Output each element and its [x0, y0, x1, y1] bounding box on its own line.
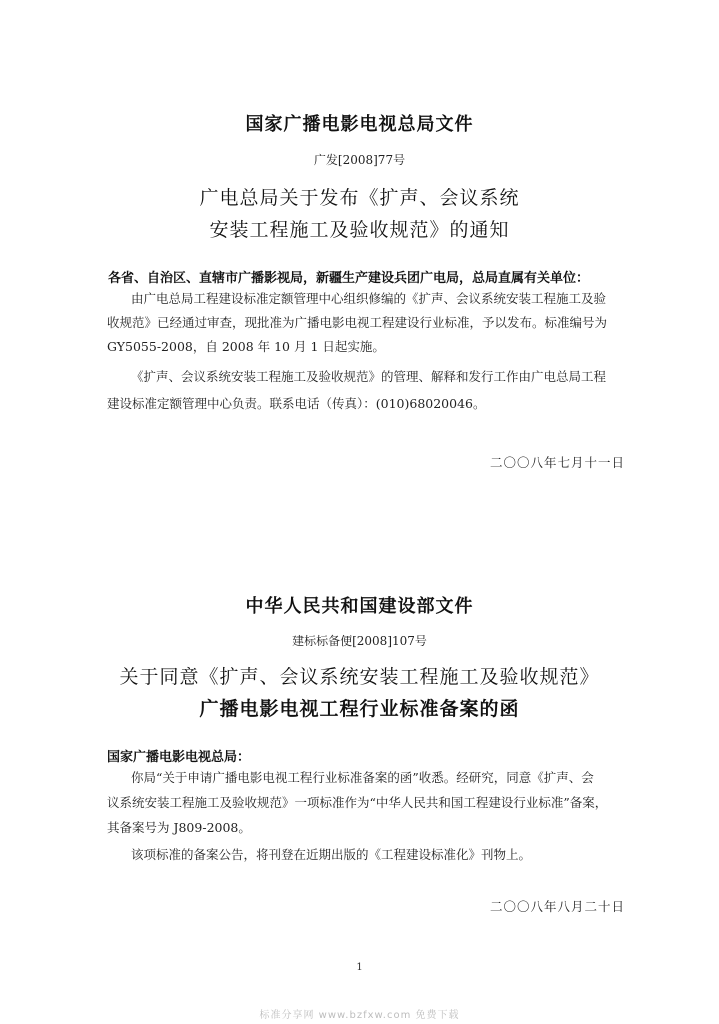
notice2-title-line1: 关于同意《扩声、会议系统安装工程施工及验收规范》 [119, 666, 600, 688]
notice1-para1-line2: 收规范》已经通过审查，现批准为广播电影电视工程建设行业标准，予以发布。标准编号为 [107, 315, 608, 330]
notice2-salutation: 国家广播电影电视总局： [107, 750, 251, 765]
notice2-date: 二〇〇八年八月二十日 [490, 899, 626, 914]
notice2-para2-line1: 该项标准的备案公告，将刊登在近期出版的《工程建设标准化》刊物上。 [131, 847, 532, 862]
notice2-doc-number: 建标标备便[2008]107号 [292, 634, 427, 648]
notice1-title-line2: 安装工程施工及验收规范》的通知 [209, 219, 510, 241]
notice1-salutation: 各省、自治区、直辖市广播影视局，新疆生产建设兵团广电局，总局直属有关单位： [108, 271, 590, 286]
notice1-para2-line2: 建设标准定额管理中心负责。联系电话（传真）：(010)68020046。 [107, 396, 486, 411]
notice2-para1-line2: 议系统安装工程施工及验收规范》一项标准作为“中华人民共和国工程建设行业标准”备案， [107, 795, 608, 810]
notice1-title-line1: 广电总局关于发布《扩声、会议系统 [199, 187, 520, 209]
notice1-date: 二〇〇八年七月十一日 [490, 455, 626, 470]
notice2-para1-line1: 你局“关于申请广播电影电视工程行业标准备案的函”收悉。经研究，同意《扩声、会 [131, 770, 594, 785]
notice1-issuer: 国家广播电影电视总局文件 [245, 114, 474, 135]
page-number: 1 [356, 962, 363, 973]
footer-watermark: 标准分享网 www.bzfxw.com 免费下载 [259, 1010, 460, 1021]
notice2-title-line2: 广播电影电视工程行业标准备案的函 [199, 698, 520, 720]
notice1-doc-number: 广发[2008]77号 [313, 153, 406, 167]
notice2-para1-line3: 其备案号为 J809-2008。 [107, 820, 251, 835]
notice1-para1-line1: 由广电总局工程建设标准定额管理中心组织修编的《扩声、会议系统安装工程施工及验 [131, 291, 607, 306]
notice1-para2-line1: 《扩声、会议系统安装工程施工及验收规范》的管理、解释和发行工作由广电总局工程 [131, 369, 607, 384]
notice2-issuer: 中华人民共和国建设部文件 [245, 596, 474, 617]
notice1-para1-line3: GY5055-2008，自 2008 年 10 月 1 日起实施。 [107, 339, 385, 354]
